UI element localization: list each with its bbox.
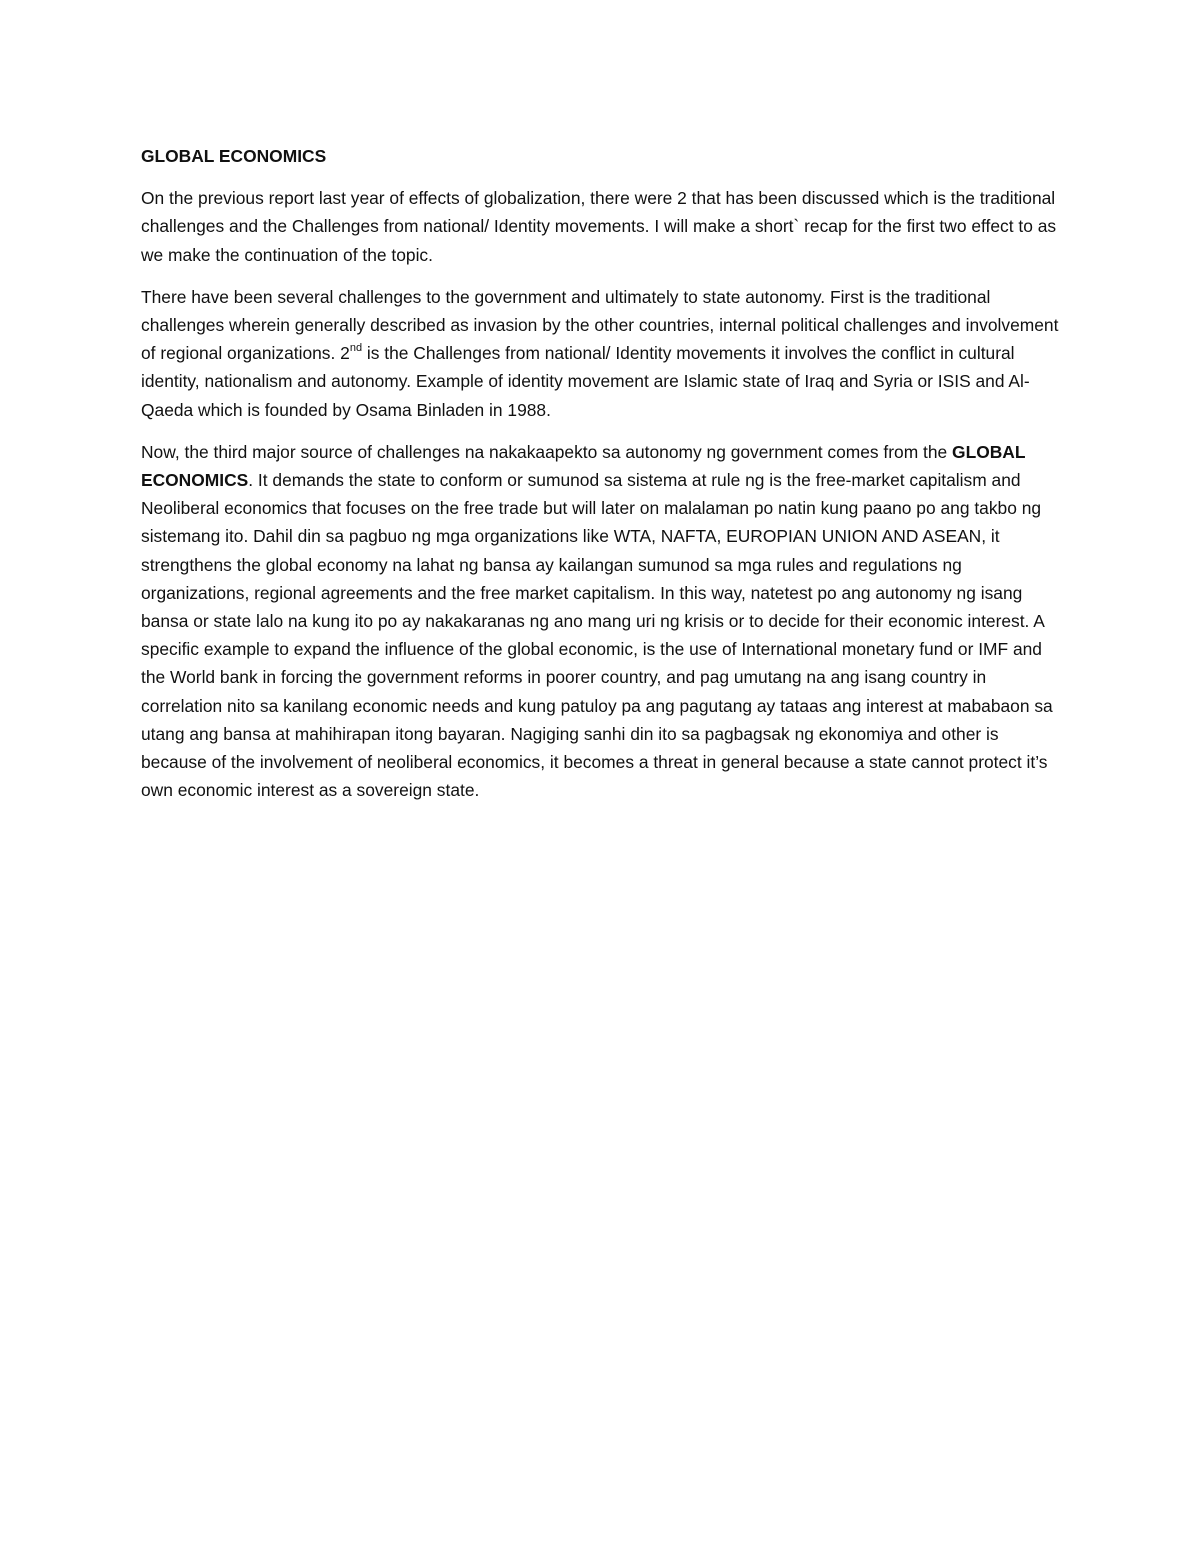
document-title: GLOBAL ECONOMICS: [141, 146, 327, 166]
paragraph-2-part-1: There have been several challenges to the government and ultimately to state autonomy. First is the traditional challenges wherein generally described as invasion by the other countries, internal political challenges and involvement of regional organizations. 2: [141, 286, 1059, 364]
paragraph-3-bold-term: GLOBAL ECONOMICS: [141, 441, 1026, 491]
paragraph-3-part-1: Now, the third major source of challenges na nakakaapekto sa autonomy ng government comes from the: [141, 441, 953, 462]
paragraph-3: [141, 438, 1061, 805]
document-body: [141, 142, 1061, 818]
paragraph-3-part-2: . It demands the state to conform or sumunod sa sistema at rule ng is the free-market capitalism and Neoliberal economics that focuses on the free trade but will later on malalaman po natin kung paano po ang takbo ng sistemang ito. Dahil din sa pagbuo ng mga organizations like WTA, NAFTA, EUROPIAN UNION AND ASEAN, it strengthens the global economy na lahat ng bansa ay kailangan sumunod sa mga rules and regulations ng organizations, regional agreements and the free market capitalism. In this way, natetest po ang autonomy ng isang bansa or state lalo na kung ito po ay nakakaranas ng ano mang uri ng krisis or to decide for their economic interest. A specific example to expand the influence of the global economic, is the use of International monetary fund or IMF and the World bank in forcing the government reforms in poorer country, and pag umutang na ang isang country in correlation nito sa kanilang economic needs and kung patuloy pa ang pagutang ay tataas ang interest at mababaon sa utang ang bansa at mahihirapan itong bayaran. Nagiging sanhi din ito sa pagbagsak ng ekonomiya and other is because of the involvement of neoliberal economics, it becomes a threat in general because a state cannot protect it’s own economic interest as a sovereign state.: [141, 470, 1053, 801]
paragraph-1: On the previous report last year of effects of globalization, there were 2 that has been discussed which is the traditional challenges and the Challenges from national/ Identity movements. I will make a short` recap for the first two effect to as we make the continuation of the topic.: [141, 188, 1057, 265]
paragraph-2-part-2: is the Challenges from national/ Identity movements it involves the conflict in cultural identity, nationalism and autonomy. Example of identity movement are Islamic state of Iraq and Syria or ISIS and Al-Qaeda which is founded by Osama Binladen in 1988.: [141, 343, 1030, 420]
ordinal-superscript: nd: [349, 342, 363, 355]
paragraph-2: [141, 283, 1061, 424]
